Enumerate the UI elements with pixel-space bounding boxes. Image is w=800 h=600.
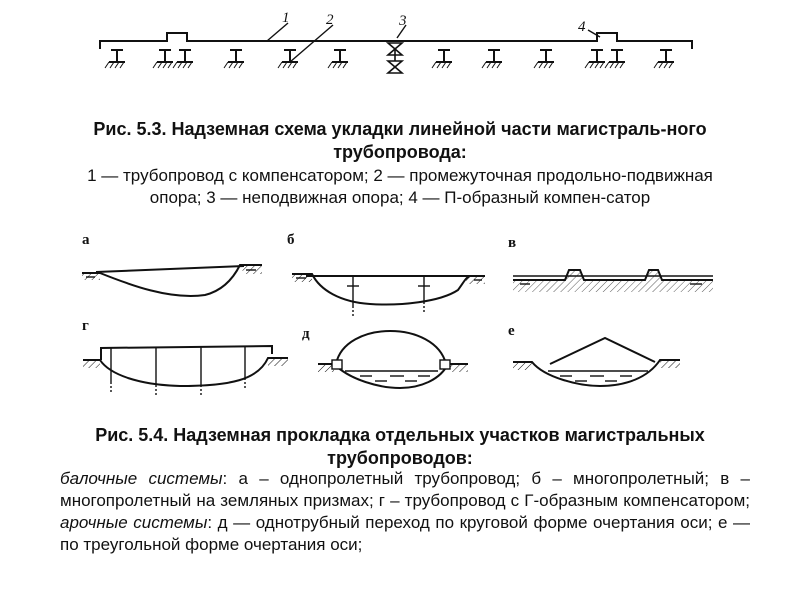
intermediate-support-12 xyxy=(654,50,674,68)
arch-systems-text: : д — однотрубный переход по круговой форме очертания оси; е — по треугольной форме очертания оси; xyxy=(60,513,751,555)
sub-label-g: г xyxy=(82,318,89,334)
figure-5-3-caption xyxy=(60,118,740,209)
intermediate-support-7 xyxy=(432,50,452,68)
callout-label-1: 1 xyxy=(282,10,290,26)
beam-systems-text: : а – однопролетный трубопровод; б – многопролетный; в – многопролетный на земляных призмах; г – трубопровод с Г-образным компенсатором; xyxy=(60,469,750,511)
figure-5-4-caption xyxy=(40,424,760,471)
diagram-v-earth-prisms xyxy=(513,270,713,292)
sub-label-a: а xyxy=(82,232,90,248)
arch-systems-label: арочные системы xyxy=(60,513,208,533)
sub-label-v: в xyxy=(508,235,517,251)
sub-label-d: д xyxy=(302,326,310,342)
figure-5-4-caption-title: Рис. 5.4. Надземная прокладка отдельных участков магистральных трубопроводов: xyxy=(95,425,705,469)
callout-label-3: 3 xyxy=(399,13,407,29)
figure-5-4-description xyxy=(60,468,750,556)
diagram-a-single-span xyxy=(82,265,262,296)
figure-5-3-caption-title: Рис. 5.3. Надземная схема укладки линейной части магистраль-ного трубопровода: xyxy=(93,119,707,163)
intermediate-support-6 xyxy=(328,50,348,68)
intermediate-support-9 xyxy=(534,50,554,68)
intermediate-support-1 xyxy=(105,50,125,68)
pipeline-with-compensators xyxy=(100,33,692,49)
sub-label-e: е xyxy=(508,323,515,339)
intermediate-support-11 xyxy=(605,50,625,68)
diagram-g-l-compensator xyxy=(83,346,288,395)
sub-label-b: б xyxy=(287,232,295,248)
intermediate-support-3 xyxy=(173,50,193,68)
figure-5-3-diagram xyxy=(0,0,800,110)
figure-5-3-caption-body: 1 — трубопровод с компенсатором; 2 — промежуточная продольно-подвижная опора; 3 — неподвижная опора; 4 — П-образный компен-сатор xyxy=(87,165,713,207)
intermediate-support-5 xyxy=(278,50,298,68)
intermediate-support-2 xyxy=(153,50,173,68)
figure-5-4-diagrams xyxy=(0,230,800,420)
callout-label-2: 2 xyxy=(326,12,334,28)
callout-label-4: 4 xyxy=(578,19,586,35)
intermediate-support-4 xyxy=(224,50,244,68)
diagram-d-circular-arch xyxy=(318,331,468,388)
beam-systems-label: балочные системы xyxy=(60,469,223,488)
diagram-b-multi-span xyxy=(292,274,485,316)
fixed-support xyxy=(388,43,402,73)
intermediate-support-8 xyxy=(482,50,502,68)
diagram-e-triangular-arch xyxy=(513,338,680,386)
intermediate-support-10 xyxy=(585,50,605,68)
